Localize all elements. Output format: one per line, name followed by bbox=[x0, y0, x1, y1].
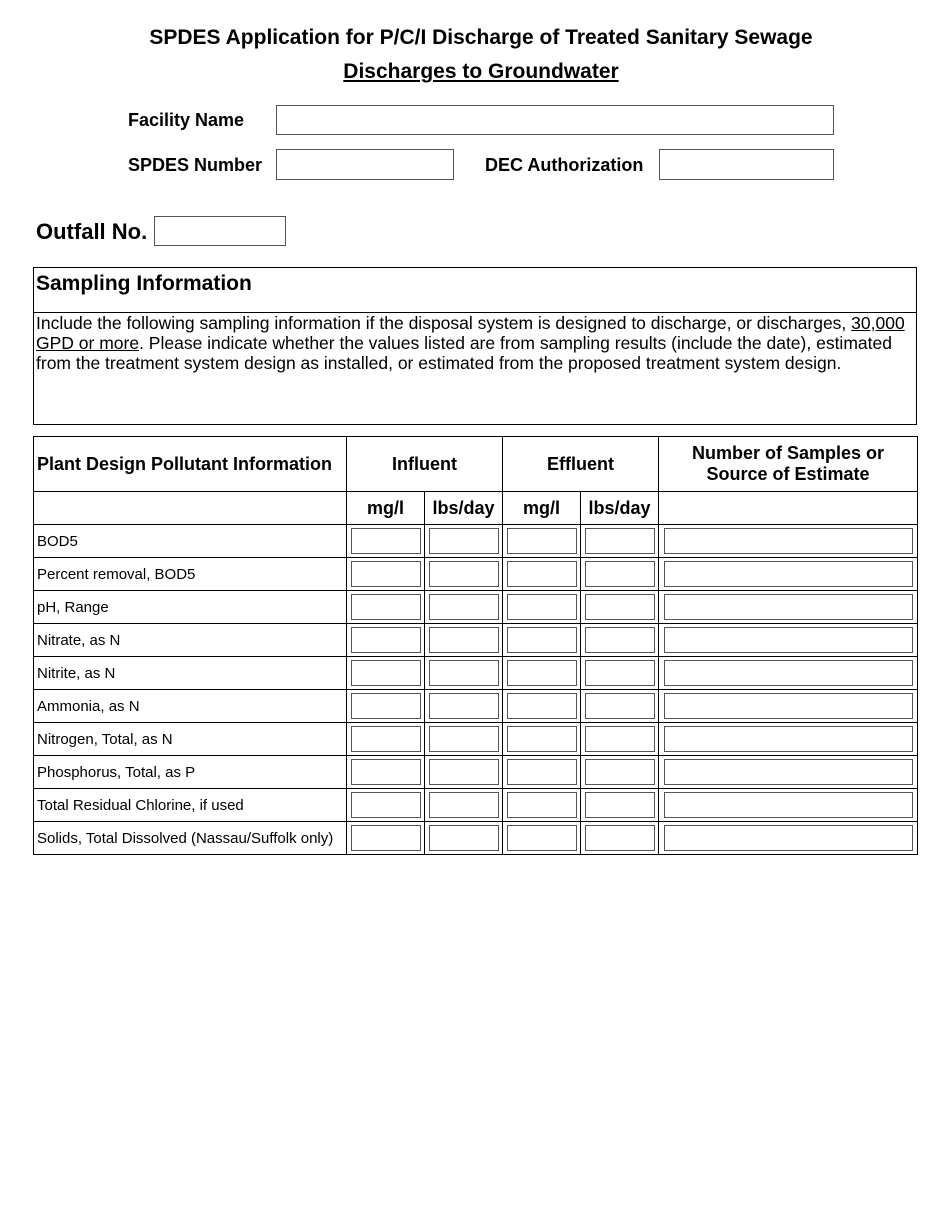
effluent-mgl-header: mg/l bbox=[503, 492, 581, 525]
effluent-lbs-cell bbox=[581, 756, 659, 789]
influent-mgl-input[interactable] bbox=[351, 825, 421, 851]
influent-lbs-header: lbs/day bbox=[425, 492, 503, 525]
sampling-text-before: Include the following sampling information if the disposal system is designed to discharge, or discharges, bbox=[36, 313, 852, 333]
table-row bbox=[34, 789, 918, 822]
table-row bbox=[34, 657, 918, 690]
sampling-text-after: . Please indicate whether the values listed are from sampling results (include the date), estimated from the treatment system design as installed, or estimated from the proposed treatment system design. bbox=[36, 333, 892, 373]
influent-lbs-input[interactable] bbox=[429, 660, 499, 686]
influent-mgl-input[interactable] bbox=[351, 693, 421, 719]
effluent-mgl-input[interactable] bbox=[507, 627, 577, 653]
effluent-mgl-cell bbox=[503, 624, 581, 657]
form-title: SPDES Application for P/C/I Discharge of Treated Sanitary Sewage bbox=[149, 26, 813, 49]
effluent-mgl-input[interactable] bbox=[507, 594, 577, 620]
samples-header bbox=[659, 437, 918, 492]
table-row bbox=[34, 525, 918, 558]
samples-cell bbox=[659, 723, 918, 756]
influent-header: Influent bbox=[347, 437, 503, 492]
influent-lbs-input[interactable] bbox=[429, 528, 499, 554]
form-subtitle: Discharges to Groundwater bbox=[343, 60, 619, 83]
samples-source-input[interactable] bbox=[664, 693, 913, 719]
effluent-mgl-cell bbox=[503, 558, 581, 591]
samples-source-input[interactable] bbox=[664, 561, 913, 587]
influent-lbs-cell bbox=[425, 690, 503, 723]
effluent-mgl-input[interactable] bbox=[507, 561, 577, 587]
table-row bbox=[34, 822, 918, 855]
effluent-lbs-input[interactable] bbox=[585, 627, 655, 653]
pollutant-name: BOD5 bbox=[34, 525, 347, 558]
effluent-lbs-cell bbox=[581, 525, 659, 558]
influent-mgl-cell bbox=[347, 525, 425, 558]
influent-mgl-input[interactable] bbox=[351, 528, 421, 554]
influent-lbs-cell bbox=[425, 624, 503, 657]
effluent-mgl-input[interactable] bbox=[507, 759, 577, 785]
effluent-mgl-cell bbox=[503, 789, 581, 822]
influent-lbs-cell bbox=[425, 558, 503, 591]
samples-header-line2: Source of Estimate bbox=[706, 464, 870, 484]
influent-lbs-cell bbox=[425, 723, 503, 756]
influent-lbs-cell bbox=[425, 591, 503, 624]
samples-cell bbox=[659, 525, 918, 558]
effluent-lbs-cell bbox=[581, 690, 659, 723]
effluent-lbs-input[interactable] bbox=[585, 693, 655, 719]
influent-mgl-cell bbox=[347, 558, 425, 591]
effluent-mgl-input[interactable] bbox=[507, 726, 577, 752]
influent-lbs-cell bbox=[425, 822, 503, 855]
blank-subheader bbox=[34, 492, 347, 525]
samples-source-input[interactable] bbox=[664, 759, 913, 785]
pollutant-name: Solids, Total Dissolved (Nassau/Suffolk only) bbox=[34, 822, 347, 855]
dec-authorization-label: DEC Authorization bbox=[485, 155, 644, 175]
effluent-mgl-input[interactable] bbox=[507, 660, 577, 686]
pollutant-name: Ammonia, as N bbox=[34, 690, 347, 723]
influent-mgl-cell bbox=[347, 723, 425, 756]
samples-source-input[interactable] bbox=[664, 726, 913, 752]
table-row bbox=[34, 558, 918, 591]
pollutant-name: Nitrate, as N bbox=[34, 624, 347, 657]
effluent-lbs-input[interactable] bbox=[585, 759, 655, 785]
influent-lbs-cell bbox=[425, 789, 503, 822]
table-row bbox=[34, 690, 918, 723]
facility-name-field[interactable] bbox=[276, 105, 834, 135]
effluent-lbs-input[interactable] bbox=[585, 825, 655, 851]
influent-mgl-cell bbox=[347, 756, 425, 789]
effluent-mgl-cell bbox=[503, 822, 581, 855]
influent-mgl-input[interactable] bbox=[351, 660, 421, 686]
table-row bbox=[34, 591, 918, 624]
influent-lbs-cell bbox=[425, 657, 503, 690]
effluent-mgl-input[interactable] bbox=[507, 528, 577, 554]
samples-cell bbox=[659, 756, 918, 789]
samples-cell bbox=[659, 822, 918, 855]
effluent-mgl-cell bbox=[503, 657, 581, 690]
influent-mgl-cell bbox=[347, 789, 425, 822]
facility-name-label: Facility Name bbox=[128, 110, 245, 130]
influent-lbs-input[interactable] bbox=[429, 561, 499, 587]
effluent-mgl-cell bbox=[503, 723, 581, 756]
samples-source-input[interactable] bbox=[664, 627, 913, 653]
influent-lbs-cell bbox=[425, 525, 503, 558]
influent-mgl-input[interactable] bbox=[351, 792, 421, 818]
table-row bbox=[34, 723, 918, 756]
samples-cell bbox=[659, 690, 918, 723]
effluent-lbs-cell bbox=[581, 789, 659, 822]
effluent-lbs-cell bbox=[581, 624, 659, 657]
samples-source-input[interactable] bbox=[664, 792, 913, 818]
samples-cell bbox=[659, 789, 918, 822]
sampling-instructions bbox=[34, 313, 916, 373]
effluent-mgl-cell bbox=[503, 591, 581, 624]
effluent-lbs-cell bbox=[581, 558, 659, 591]
blank-subheader-samples bbox=[659, 492, 918, 525]
influent-mgl-input[interactable] bbox=[351, 594, 421, 620]
samples-cell bbox=[659, 591, 918, 624]
pollutant-name: Nitrogen, Total, as N bbox=[34, 723, 347, 756]
influent-mgl-input[interactable] bbox=[351, 627, 421, 653]
influent-lbs-input[interactable] bbox=[429, 627, 499, 653]
influent-lbs-input[interactable] bbox=[429, 792, 499, 818]
effluent-lbs-input[interactable] bbox=[585, 594, 655, 620]
dec-authorization-field[interactable] bbox=[659, 149, 834, 180]
pollutant-info-header: Plant Design Pollutant Information bbox=[34, 437, 347, 492]
table-row bbox=[34, 756, 918, 789]
effluent-lbs-input[interactable] bbox=[585, 561, 655, 587]
influent-mgl-cell bbox=[347, 657, 425, 690]
samples-cell bbox=[659, 558, 918, 591]
pollutant-table bbox=[33, 436, 918, 855]
effluent-lbs-cell bbox=[581, 591, 659, 624]
pollutant-name: Total Residual Chlorine, if used bbox=[34, 789, 347, 822]
influent-mgl-cell bbox=[347, 624, 425, 657]
effluent-lbs-cell bbox=[581, 723, 659, 756]
spdes-number-field[interactable] bbox=[276, 149, 454, 180]
spdes-number-label: SPDES Number bbox=[128, 155, 263, 175]
influent-lbs-input[interactable] bbox=[429, 825, 499, 851]
influent-lbs-cell bbox=[425, 756, 503, 789]
influent-lbs-input[interactable] bbox=[429, 693, 499, 719]
effluent-header: Effluent bbox=[503, 437, 659, 492]
samples-header-line1: Number of Samples or bbox=[691, 443, 885, 463]
sampling-information-box bbox=[33, 267, 917, 425]
sampling-threshold: 30,000 GPD or more bbox=[36, 313, 905, 353]
effluent-mgl-input[interactable] bbox=[507, 693, 577, 719]
sampling-heading: Sampling Information bbox=[34, 268, 916, 313]
influent-mgl-cell bbox=[347, 591, 425, 624]
samples-source-input[interactable] bbox=[664, 660, 913, 686]
samples-source-input[interactable] bbox=[664, 528, 913, 554]
influent-mgl-input[interactable] bbox=[351, 726, 421, 752]
effluent-mgl-cell bbox=[503, 756, 581, 789]
influent-mgl-cell bbox=[347, 822, 425, 855]
influent-lbs-input[interactable] bbox=[429, 594, 499, 620]
influent-mgl-cell bbox=[347, 690, 425, 723]
effluent-lbs-input[interactable] bbox=[585, 792, 655, 818]
outfall-number-field[interactable] bbox=[154, 216, 286, 246]
influent-mgl-input[interactable] bbox=[351, 759, 421, 785]
pollutant-name: Percent removal, BOD5 bbox=[34, 558, 347, 591]
pollutant-name: Phosphorus, Total, as P bbox=[34, 756, 347, 789]
influent-lbs-input[interactable] bbox=[429, 726, 499, 752]
outfall-label: Outfall No. bbox=[36, 219, 148, 244]
effluent-lbs-input[interactable] bbox=[585, 528, 655, 554]
effluent-lbs-input[interactable] bbox=[585, 660, 655, 686]
samples-cell bbox=[659, 657, 918, 690]
effluent-mgl-cell bbox=[503, 690, 581, 723]
samples-cell bbox=[659, 624, 918, 657]
pollutant-name: Nitrite, as N bbox=[34, 657, 347, 690]
effluent-lbs-header: lbs/day bbox=[581, 492, 659, 525]
influent-lbs-input[interactable] bbox=[429, 759, 499, 785]
effluent-mgl-cell bbox=[503, 525, 581, 558]
pollutant-rows bbox=[34, 525, 918, 855]
effluent-mgl-input[interactable] bbox=[507, 825, 577, 851]
samples-source-input[interactable] bbox=[664, 594, 913, 620]
effluent-lbs-cell bbox=[581, 822, 659, 855]
samples-source-input[interactable] bbox=[664, 825, 913, 851]
influent-mgl-header: mg/l bbox=[347, 492, 425, 525]
influent-mgl-input[interactable] bbox=[351, 561, 421, 587]
effluent-lbs-cell bbox=[581, 657, 659, 690]
pollutant-name: pH, Range bbox=[34, 591, 347, 624]
effluent-lbs-input[interactable] bbox=[585, 726, 655, 752]
table-row bbox=[34, 624, 918, 657]
effluent-mgl-input[interactable] bbox=[507, 792, 577, 818]
